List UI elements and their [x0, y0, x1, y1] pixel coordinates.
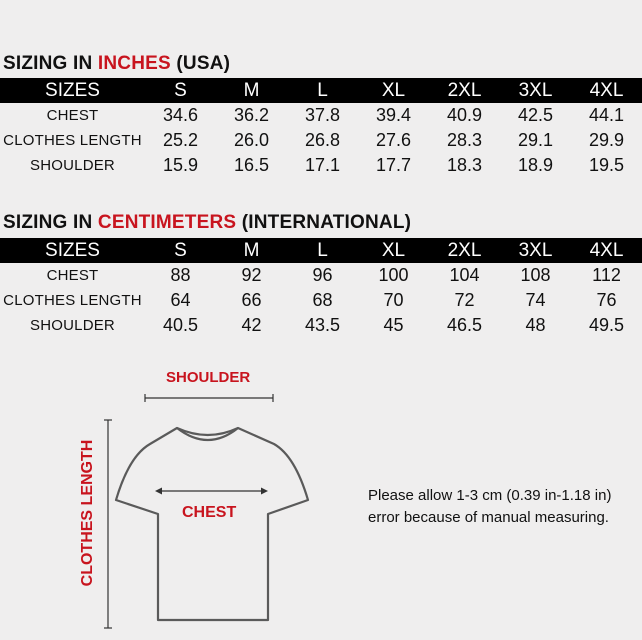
chest-label: CHEST — [182, 504, 237, 521]
shoulder-label: SHOULDER — [166, 369, 251, 386]
inches-header-row — [0, 78, 642, 103]
inches-size-2xl: 2XL — [447, 79, 482, 101]
table-cell: 34.6 — [162, 105, 199, 125]
inches-size-l: L — [317, 79, 328, 101]
note-line-1: Please allow 1-3 cm (0.39 in-1.18 in) — [368, 487, 612, 504]
table-cell: 72 — [454, 290, 475, 310]
table-cell: 70 — [383, 290, 404, 310]
table-cell: 26.8 — [304, 130, 341, 150]
table-cell: 26.0 — [233, 130, 270, 150]
centimeters-size-table — [0, 238, 642, 338]
inches-size-table — [0, 78, 642, 178]
table-cell: 42.5 — [517, 105, 554, 125]
cm-header-label: SIZES — [45, 239, 100, 261]
table-cell: 15.9 — [162, 155, 199, 175]
table-cell: 74 — [525, 290, 546, 310]
table-cell: 19.5 — [588, 155, 625, 175]
inches-size-3xl: 3XL — [518, 79, 553, 101]
row-label: CHEST — [46, 107, 99, 124]
table-cell: 16.5 — [233, 155, 270, 175]
table-cell: 42 — [241, 315, 262, 335]
length-measure-line — [104, 420, 112, 628]
table-row — [0, 103, 642, 128]
table-cell: 40.5 — [162, 315, 199, 335]
cm-size-4xl: 4XL — [589, 239, 624, 261]
table-cell: 37.8 — [304, 105, 341, 125]
table-cell: 96 — [312, 265, 333, 285]
table-cell: 43.5 — [304, 315, 341, 335]
table-cell: 27.6 — [375, 130, 412, 150]
cm-title-prefix: SIZING IN — [3, 212, 98, 233]
table-cell: 36.2 — [233, 105, 270, 125]
tshirt-icon — [116, 428, 308, 620]
inches-header-label: SIZES — [45, 79, 100, 101]
table-cell: 29.9 — [588, 130, 625, 150]
measurement-diagram — [0, 360, 642, 640]
table-row — [0, 263, 642, 288]
inches-title-prefix: SIZING IN — [3, 53, 98, 74]
inches-section-title — [3, 53, 230, 75]
note-line-2: error because of manual measuring. — [368, 509, 609, 526]
cm-size-xl: XL — [381, 239, 406, 261]
table-row — [0, 313, 642, 338]
table-cell: 28.3 — [446, 130, 483, 150]
table-cell: 45 — [383, 315, 404, 335]
table-row — [0, 128, 642, 153]
table-cell: 88 — [170, 265, 191, 285]
cm-title-suffix: (INTERNATIONAL) — [236, 212, 412, 233]
table-row — [0, 153, 642, 178]
table-cell: 29.1 — [517, 130, 554, 150]
row-label: SHOULDER — [30, 157, 115, 174]
row-label: SHOULDER — [30, 317, 115, 334]
table-cell: 39.4 — [375, 105, 412, 125]
table-cell: 40.9 — [446, 105, 483, 125]
table-cell: 25.2 — [162, 130, 199, 150]
cm-size-m: M — [243, 239, 260, 261]
table-cell: 68 — [312, 290, 333, 310]
clothes-length-label: CLOTHES LENGTH — [79, 439, 96, 587]
table-cell: 49.5 — [588, 315, 625, 335]
cm-size-3xl: 3XL — [518, 239, 553, 261]
table-cell: 108 — [520, 265, 551, 285]
table-cell: 66 — [241, 290, 262, 310]
chest-arrow-icon — [155, 488, 268, 495]
row-label: CLOTHES LENGTH — [3, 292, 142, 309]
table-cell: 112 — [592, 265, 621, 285]
table-cell: 46.5 — [446, 315, 483, 335]
table-cell: 64 — [170, 290, 191, 310]
inches-size-s: S — [174, 79, 187, 101]
table-cell: 17.1 — [304, 155, 341, 175]
cm-size-2xl: 2XL — [447, 239, 482, 261]
inches-title-suffix: (USA) — [170, 53, 231, 74]
measurement-note — [368, 485, 611, 529]
table-row — [0, 288, 642, 313]
inches-size-xl: XL — [381, 79, 406, 101]
table-cell: 18.3 — [446, 155, 483, 175]
cm-size-l: L — [317, 239, 328, 261]
row-label: CHEST — [46, 267, 99, 284]
inches-size-m: M — [243, 79, 260, 101]
inches-title-highlight: INCHES — [97, 53, 171, 74]
centimeters-section-title — [3, 212, 411, 234]
table-cell: 48 — [525, 315, 546, 335]
table-cell: 17.7 — [375, 155, 412, 175]
cm-size-s: S — [174, 239, 187, 261]
table-cell: 18.9 — [517, 155, 554, 175]
shoulder-measure-line — [145, 394, 273, 402]
row-label: CLOTHES LENGTH — [3, 132, 142, 149]
cm-title-highlight: CENTIMETERS — [97, 212, 237, 233]
table-cell: 104 — [449, 265, 480, 285]
table-cell: 76 — [596, 290, 617, 310]
table-cell: 100 — [378, 265, 409, 285]
inches-size-4xl: 4XL — [589, 79, 624, 101]
table-cell: 44.1 — [588, 105, 625, 125]
table-cell: 92 — [241, 265, 262, 285]
cm-header-row — [0, 238, 642, 263]
